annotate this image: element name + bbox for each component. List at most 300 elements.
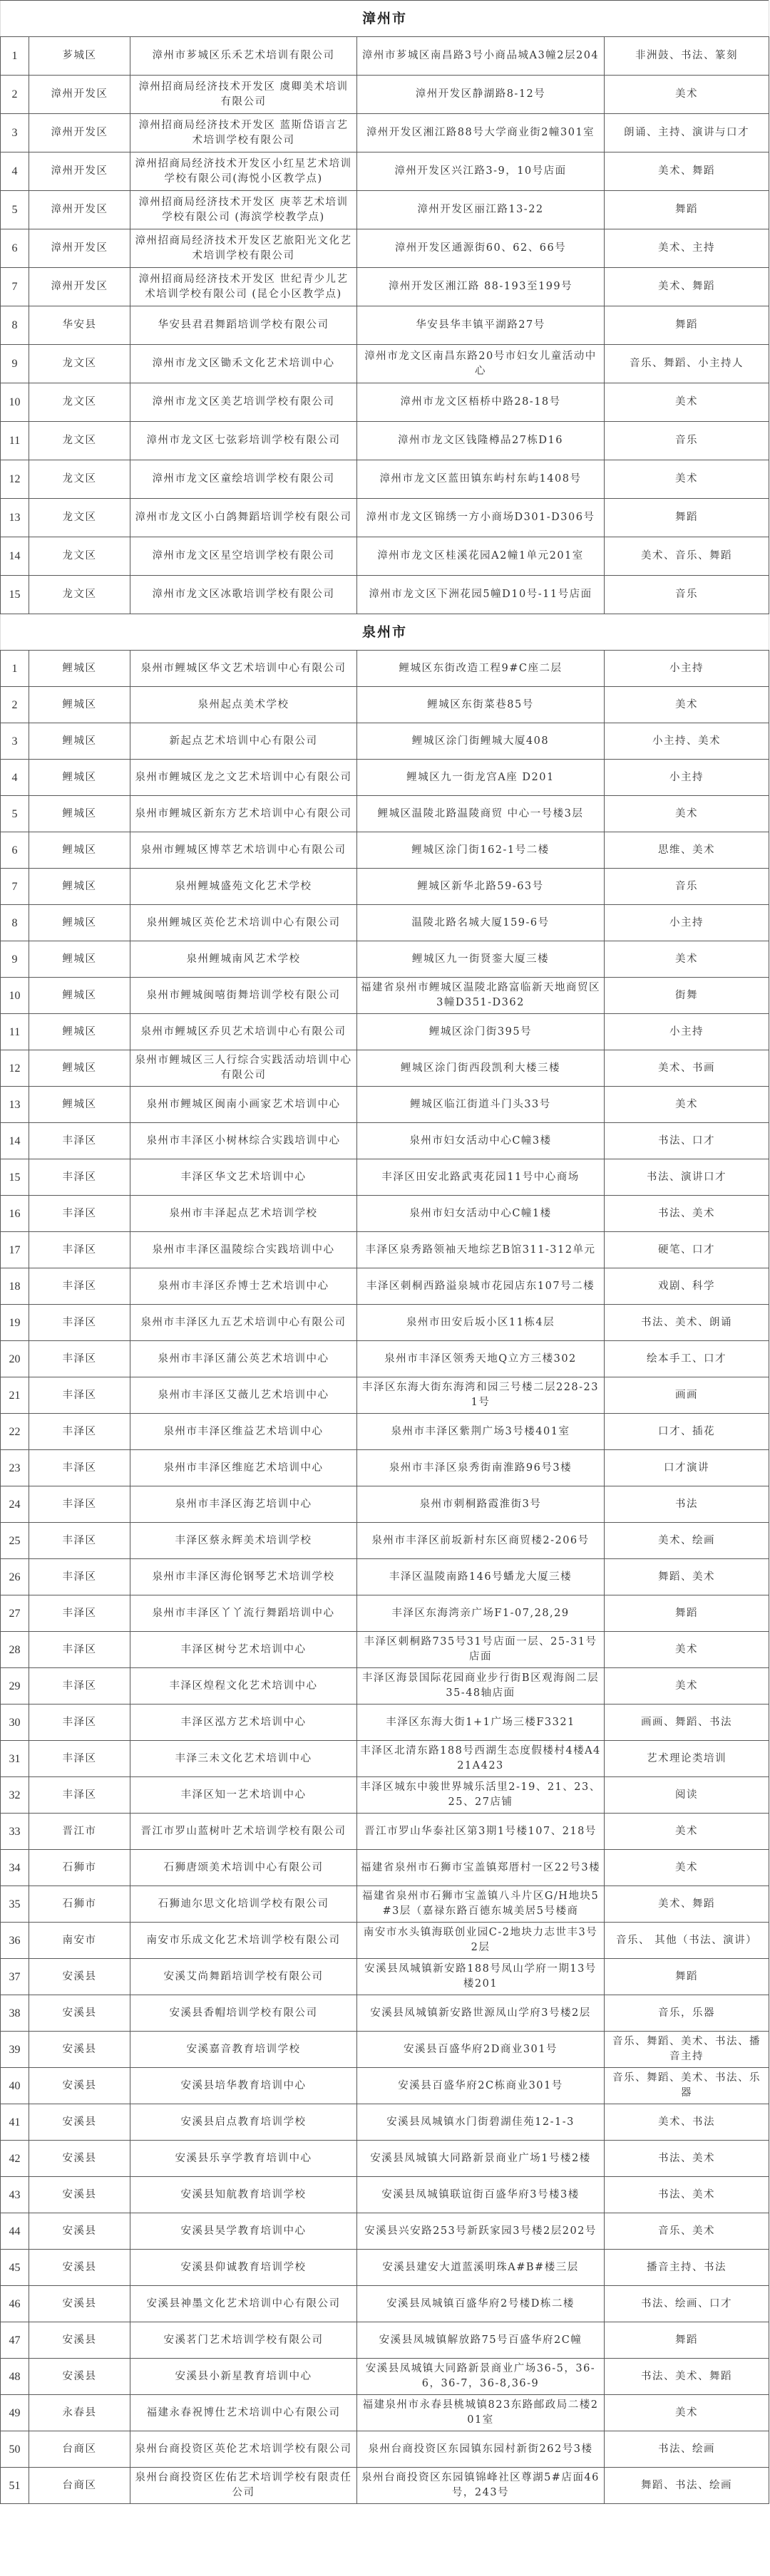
row-number-text: 46	[9, 2297, 21, 2310]
row-number-text: 13	[9, 512, 21, 524]
table-row	[1, 905, 769, 941]
institution-name-cell-text: 泉州市鲤城区华文艺术培训中心有限公司	[140, 662, 346, 674]
address-cell-text: 泉州台商投资区东园镇锦峰社区尊湖5#店面46号，243号	[361, 2472, 600, 2498]
row-number	[1, 1995, 29, 2032]
district-cell-text: 鲤城区	[62, 1025, 97, 1038]
institution-name-cell	[130, 1414, 357, 1450]
courses-cell	[605, 687, 769, 723]
institution-name-cell	[130, 869, 357, 905]
institution-name-cell-text: 丰泽区蔡永辉美术培训学校	[175, 1534, 312, 1546]
address-cell	[357, 796, 605, 832]
address-cell	[357, 2322, 605, 2359]
institution-name-cell	[130, 306, 357, 345]
row-number	[1, 1523, 29, 1559]
courses-cell-text: 艺术理论类培训	[647, 1752, 727, 1764]
address-cell	[357, 1668, 605, 1705]
address-cell	[357, 1087, 605, 1123]
row-number-text: 29	[9, 1680, 21, 1692]
institution-name-cell	[130, 1559, 357, 1595]
table-row	[1, 2395, 769, 2431]
institution-name-cell	[130, 2104, 357, 2141]
courses-cell	[605, 2177, 769, 2213]
address-cell-text: 漳州市龙文区下洲花园5幢D10号-11号店面	[369, 589, 592, 600]
courses-cell	[605, 1923, 769, 1959]
institution-name-cell	[130, 1123, 357, 1159]
row-number	[1, 1087, 29, 1123]
row-number	[1, 796, 29, 832]
address-cell-text: 福建省泉州市鲤城区温陵北路富临新天地商贸区3幢D351-D362	[361, 982, 600, 1008]
courses-cell-text: 音乐、舞蹈、美术、书法、乐器	[612, 2072, 761, 2099]
courses-cell-text: 舞蹈	[675, 319, 699, 331]
institution-name-cell	[130, 537, 357, 576]
row-number	[1, 1486, 29, 1523]
address-cell-text: 泉州台商投资区东园镇东园村新街262号3楼	[368, 2443, 593, 2455]
table-row	[1, 869, 769, 905]
courses-cell	[605, 1523, 769, 1559]
courses-cell-text: 美术	[675, 807, 699, 819]
address-cell	[357, 869, 605, 905]
courses-cell	[605, 1632, 769, 1668]
table-row	[1, 422, 769, 460]
district-cell	[29, 1632, 130, 1668]
address-cell	[357, 2286, 605, 2322]
district-cell	[29, 1741, 130, 1777]
courses-cell-text: 美术	[675, 88, 699, 100]
institution-name-cell-text: 泉州鲤城区英伦艺术培训中心有限公司	[146, 916, 341, 929]
row-number-text: 10	[9, 989, 21, 1002]
address-cell	[357, 460, 605, 499]
district-cell-text: 丰泽区	[62, 1171, 97, 1183]
address-cell-text: 漳州开发区湘江路88号大学商业街2幢301室	[366, 127, 595, 138]
address-cell-text: 丰泽区海景国际花园商业步行街B区观海阁二层35-48轴店面	[361, 1672, 600, 1699]
courses-cell-text: 音乐	[675, 435, 699, 446]
district-cell	[29, 1559, 130, 1595]
courses-cell	[605, 2468, 769, 2504]
address-cell	[357, 832, 605, 869]
table-row	[1, 1595, 769, 1632]
district-cell-text: 鲤城区	[62, 916, 97, 929]
address-cell-text: 泉州市刺桐路霞淮街3号	[419, 1498, 542, 1510]
district-cell-text: 丰泽区	[62, 1243, 97, 1256]
institution-name-cell-text: 泉州市丰泽区小树林综合实践培训中心	[146, 1134, 341, 1147]
institution-name-cell	[130, 1705, 357, 1741]
institution-name-cell	[130, 1486, 357, 1523]
address-cell-text: 漳州开发区通源街60、62、66号	[394, 242, 567, 254]
table-row	[1, 2068, 769, 2104]
district-cell-text: 安溪县	[62, 2116, 97, 2128]
district-cell	[29, 2141, 130, 2177]
row-number-text: 31	[9, 1752, 21, 1765]
district-cell	[29, 1196, 130, 1232]
institution-name-cell	[130, 1923, 357, 1959]
courses-cell-text: 书法、绘画	[658, 2443, 716, 2455]
institution-name-cell-text: 漳州市龙文区童绘培训学校有限公司	[152, 473, 335, 485]
institution-name-cell	[130, 1741, 357, 1777]
district-cell-text: 鲤城区	[62, 662, 97, 674]
courses-cell-text: 书法、绘画、口才	[641, 2297, 733, 2309]
institution-name-cell	[130, 2068, 357, 2104]
institution-name-cell	[130, 2395, 357, 2431]
row-number	[1, 114, 29, 152]
district-cell	[29, 114, 130, 152]
district-cell-text: 鲤城区	[62, 1062, 97, 1074]
institution-name-cell	[130, 905, 357, 941]
row-number-text: 23	[9, 1462, 21, 1474]
address-cell	[357, 1377, 605, 1414]
row-number	[1, 2395, 29, 2431]
institution-name-cell-text: 安溪县培华教育培训中心	[180, 2079, 307, 2091]
row-number-text: 28	[9, 1643, 21, 1656]
courses-cell-text: 舞蹈、书法、绘画	[641, 2479, 733, 2491]
district-cell	[29, 1268, 130, 1305]
institution-name-cell	[130, 941, 357, 978]
district-cell-text: 漳州开发区	[51, 127, 108, 138]
address-cell-text: 安溪县兴安路253号新跃家园3号楼2层202号	[364, 2225, 597, 2237]
institution-name-cell	[130, 114, 357, 152]
row-number-text: 18	[9, 1280, 21, 1293]
row-number-text: 1	[11, 662, 18, 675]
courses-cell	[605, 1305, 769, 1341]
district-cell-text: 鲤城区	[62, 989, 97, 1001]
institution-name-cell	[130, 1196, 357, 1232]
row-number-text: 3	[11, 735, 18, 748]
table-row	[1, 2250, 769, 2286]
section-quanzhou	[1, 614, 769, 2504]
district-cell	[29, 2213, 130, 2250]
table-row	[1, 152, 769, 191]
courses-cell-text: 舞蹈	[675, 1607, 699, 1619]
address-cell-text: 漳州开发区兴江路3-9，10号店面	[394, 165, 567, 177]
district-cell-text: 丰泽区	[62, 1534, 97, 1546]
institution-name-cell	[130, 2213, 357, 2250]
address-cell	[357, 1486, 605, 1523]
row-number	[1, 1305, 29, 1341]
courses-cell-text: 小主持	[669, 916, 704, 929]
institution-name-cell	[130, 1668, 357, 1705]
row-number	[1, 1777, 29, 1814]
district-cell-text: 晋江市	[62, 1825, 97, 1837]
courses-cell	[605, 1814, 769, 1850]
courses-cell	[605, 1705, 769, 1741]
district-cell	[29, 1959, 130, 1995]
courses-cell-text: 美术、书法	[658, 2116, 716, 2128]
courses-cell	[605, 2141, 769, 2177]
address-cell-text: 漳州市龙文区钱隆樽品27栋D16	[397, 435, 564, 446]
institution-name-cell	[130, 723, 357, 760]
courses-cell-text: 小主持	[669, 771, 704, 783]
district-cell-text: 安溪县	[62, 2079, 97, 2091]
courses-cell	[605, 1268, 769, 1305]
row-number-text: 22	[9, 1425, 21, 1438]
table-row	[1, 796, 769, 832]
district-cell-text: 安溪县	[62, 2261, 97, 2273]
institution-name-cell-text: 漳州市龙文区七弦彩培训学校有限公司	[146, 435, 341, 446]
district-cell	[29, 576, 130, 614]
address-cell	[357, 1123, 605, 1159]
institution-name-cell-text: 泉州市鲤城闽嘻街舞培训学校有限公司	[146, 989, 341, 1001]
address-cell	[357, 2395, 605, 2431]
row-number-text: 34	[9, 1861, 21, 1874]
courses-cell-text: 舞蹈	[675, 204, 699, 215]
address-cell	[357, 1777, 605, 1814]
row-number-text: 45	[9, 2261, 21, 2274]
address-cell	[357, 383, 605, 422]
courses-cell-text: 舞蹈、美术	[658, 1571, 716, 1583]
institution-name-cell	[130, 76, 357, 114]
table-row	[1, 1377, 769, 1414]
address-cell-text: 安溪县建安大道蓝溪明珠A#B#楼三层	[382, 2261, 579, 2273]
district-cell-text: 丰泽区	[62, 1425, 97, 1437]
courses-cell	[605, 268, 769, 306]
row-number	[1, 1668, 29, 1705]
address-cell-text: 鲤城区东街菜巷85号	[427, 698, 534, 710]
address-cell-text: 丰泽区温陵南路146号蟠龙大厦三楼	[389, 1571, 573, 1583]
table-row	[1, 1705, 769, 1741]
table-row	[1, 760, 769, 796]
courses-cell-text: 美术	[675, 473, 699, 485]
address-cell	[357, 306, 605, 345]
table-row	[1, 1777, 769, 1814]
institution-name-cell	[130, 1595, 357, 1632]
institution-name-cell-text: 丰泽区泓方艺术培训中心	[180, 1716, 307, 1728]
row-number	[1, 1159, 29, 1196]
institution-name-cell	[130, 978, 357, 1014]
courses-cell-text: 书法、美术、朗诵	[641, 1316, 733, 1328]
institution-name-cell-text: 泉州市丰泽区蒲公英艺术培训中心	[158, 1352, 329, 1365]
courses-cell-text: 美术	[675, 1861, 699, 1873]
row-number	[1, 1050, 29, 1087]
row-number	[1, 37, 29, 76]
row-number-text: 19	[9, 1316, 21, 1329]
row-number	[1, 1014, 29, 1050]
address-cell	[357, 37, 605, 76]
table-row	[1, 1305, 769, 1341]
address-cell	[357, 2141, 605, 2177]
courses-cell-text: 美术	[675, 953, 699, 965]
district-cell	[29, 229, 130, 268]
row-number	[1, 1414, 29, 1450]
district-cell-text: 丰泽区	[62, 1680, 97, 1692]
district-cell-text: 丰泽区	[62, 1134, 97, 1147]
district-cell	[29, 1159, 130, 1196]
district-cell-text: 鲤城区	[62, 1098, 97, 1110]
address-cell	[357, 2032, 605, 2068]
district-cell	[29, 2431, 130, 2468]
address-cell-text: 丰泽区刺桐西路溢泉城市花园店东107号二楼	[366, 1280, 595, 1292]
address-cell-text: 鲤城区九一街龙宫A座 D201	[406, 771, 555, 783]
courses-cell	[605, 1595, 769, 1632]
row-number	[1, 268, 29, 306]
row-number	[1, 1268, 29, 1305]
district-cell	[29, 2286, 130, 2322]
courses-cell-text: 美术、舞蹈	[658, 281, 716, 292]
institution-name-cell	[130, 1523, 357, 1559]
institution-name-cell-text: 泉州台商投资区英伦艺术培训学校有限公司	[135, 2443, 352, 2455]
district-cell-text: 丰泽区	[62, 1716, 97, 1728]
courses-cell-text: 音乐，乐器	[658, 2007, 716, 2019]
address-cell-text: 鲤城区温陵北路温陵商贸 中心一号楼3层	[377, 807, 584, 819]
institution-name-cell	[130, 2359, 357, 2395]
institution-name-cell-text: 石狮迪尔思文化培训学校有限公司	[158, 1898, 329, 1910]
courses-cell	[605, 306, 769, 345]
row-number-text: 32	[9, 1789, 21, 1801]
district-cell	[29, 1923, 130, 1959]
courses-cell	[605, 1014, 769, 1050]
address-cell-text: 漳州市龙文区蓝田镇东屿村东屿1408号	[379, 473, 582, 485]
table-row	[1, 2177, 769, 2213]
table-row	[1, 37, 769, 76]
address-cell	[357, 687, 605, 723]
institution-name-cell-text: 华安县君君舞蹈培训学校有限公司	[158, 319, 329, 331]
courses-cell	[605, 1159, 769, 1196]
address-cell	[357, 1886, 605, 1923]
institution-name-cell	[130, 383, 357, 422]
address-cell-text: 晋江市罗山华泰社区第3期1号楼107、218号	[364, 1825, 597, 1837]
address-cell-text: 鲤城区涂门街鲤城大厦408	[411, 735, 550, 747]
courses-cell	[605, 1377, 769, 1414]
institution-name-cell	[130, 37, 357, 76]
address-cell-text: 漳州市龙文区南昌东路20号市妇女儿童活动中心	[364, 350, 597, 377]
district-cell	[29, 2250, 130, 2286]
row-number	[1, 2322, 29, 2359]
table-row	[1, 1995, 769, 2032]
courses-cell-text: 小主持、美术	[652, 735, 722, 747]
address-cell	[357, 1450, 605, 1486]
district-cell	[29, 941, 130, 978]
institution-name-cell	[130, 2250, 357, 2286]
table-row	[1, 1232, 769, 1268]
district-cell	[29, 345, 130, 383]
row-number	[1, 2213, 29, 2250]
institution-name-cell	[130, 576, 357, 614]
district-cell	[29, 1777, 130, 1814]
row-number-text: 7	[11, 281, 18, 293]
address-cell	[357, 1414, 605, 1450]
courses-cell	[605, 1123, 769, 1159]
courses-cell-text: 书法	[675, 1498, 699, 1510]
institution-name-cell	[130, 1377, 357, 1414]
district-cell	[29, 152, 130, 191]
district-cell-text: 台商区	[62, 2479, 97, 2491]
address-cell-text: 温陵北路名城大厦159-6号	[411, 916, 550, 929]
institution-name-cell-text: 泉州市丰泽区温陵综合实践培训中心	[152, 1243, 335, 1256]
table-row	[1, 1668, 769, 1705]
institution-name-cell	[130, 1232, 357, 1268]
courses-cell	[605, 499, 769, 537]
district-cell-text: 丰泽区	[62, 1389, 97, 1401]
institution-name-cell-text: 漳州招商局经济技术开发区 世纪青少儿艺术培训学校有限公司 (昆仑小区教学点)	[138, 273, 349, 300]
courses-cell-text: 口才、插花	[658, 1425, 716, 1437]
institution-name-cell-text: 泉州市鲤城区博萃艺术培训中心有限公司	[140, 844, 346, 856]
table-row	[1, 268, 769, 306]
address-cell-text: 鲤城区涂门街395号	[428, 1025, 533, 1038]
row-number-text: 9	[11, 358, 18, 370]
courses-cell-text: 美术、舞蹈	[658, 1898, 716, 1910]
district-cell-text: 鲤城区	[62, 953, 97, 965]
table-row	[1, 383, 769, 422]
district-cell	[29, 796, 130, 832]
district-cell	[29, 37, 130, 76]
district-cell	[29, 1305, 130, 1341]
courses-cell-text: 舞蹈	[675, 512, 699, 523]
table-row	[1, 229, 769, 268]
courses-cell	[605, 2213, 769, 2250]
row-number-text: 11	[9, 1025, 21, 1038]
row-number-text: 43	[9, 2188, 21, 2201]
table-row	[1, 460, 769, 499]
courses-cell-text: 画画	[675, 1389, 699, 1401]
institution-name-cell	[130, 1777, 357, 1814]
row-number	[1, 1632, 29, 1668]
courses-cell-text: 美术	[675, 1680, 699, 1692]
district-cell	[29, 1050, 130, 1087]
address-cell-text: 漳州开发区静湖路8-12号	[415, 88, 546, 100]
institution-name-cell-text: 泉州鲤城南风艺术学校	[186, 953, 301, 965]
address-cell-text: 鲤城区临江街道斗门头33号	[410, 1098, 551, 1110]
district-cell	[29, 1014, 130, 1050]
table-row	[1, 306, 769, 345]
courses-cell	[605, 537, 769, 576]
row-number	[1, 1850, 29, 1886]
courses-cell	[605, 152, 769, 191]
row-number-text: 14	[9, 550, 21, 562]
district-cell-text: 安溪县	[62, 2297, 97, 2309]
institution-name-cell	[130, 345, 357, 383]
courses-cell	[605, 422, 769, 460]
district-cell	[29, 1595, 130, 1632]
courses-cell-text: 硬笔、口才	[658, 1243, 716, 1256]
row-number-text: 35	[9, 1898, 21, 1910]
district-cell	[29, 760, 130, 796]
table-row	[1, 1014, 769, 1050]
table-row	[1, 2431, 769, 2468]
institution-name-cell	[130, 2431, 357, 2468]
address-cell-text: 安溪县凤城镇联谊街百盛华府3号楼3楼	[381, 2188, 580, 2200]
courses-cell	[605, 76, 769, 114]
institution-name-cell-text: 福建永春祝博仕艺术培训中心有限公司	[146, 2406, 341, 2419]
district-cell-text: 安溪县	[62, 2188, 97, 2200]
district-cell	[29, 2322, 130, 2359]
table-row	[1, 2104, 769, 2141]
courses-cell	[605, 1486, 769, 1523]
table-row	[1, 1523, 769, 1559]
courses-cell	[605, 760, 769, 796]
address-cell	[357, 2177, 605, 2213]
district-cell	[29, 268, 130, 306]
address-cell-text: 泉州市丰泽区前坂新村东区商贸楼2-206号	[371, 1534, 590, 1546]
row-number-text: 8	[11, 916, 18, 929]
courses-cell	[605, 345, 769, 383]
courses-cell	[605, 1341, 769, 1377]
row-number-text: 15	[9, 589, 21, 601]
institution-name-cell-text: 漳州招商局经济技术开发区艺旅阳光文化艺术培训学校有限公司	[135, 234, 352, 262]
courses-cell	[605, 796, 769, 832]
address-cell-text: 安溪县百盛华府2C栋商业301号	[398, 2079, 563, 2091]
address-cell	[357, 2468, 605, 2504]
row-number	[1, 2468, 29, 2504]
courses-cell-text: 美术、书画	[658, 1062, 716, 1074]
address-cell	[357, 1705, 605, 1741]
district-cell-text: 龙文区	[62, 473, 97, 485]
row-number	[1, 152, 29, 191]
courses-cell	[605, 651, 769, 687]
district-cell	[29, 687, 130, 723]
address-cell-text: 泉州市丰泽区领秀天地Q立方三楼302	[384, 1352, 577, 1365]
district-cell	[29, 76, 130, 114]
table-row	[1, 1050, 769, 1087]
section-header-row	[1, 1, 769, 37]
district-cell	[29, 1341, 130, 1377]
